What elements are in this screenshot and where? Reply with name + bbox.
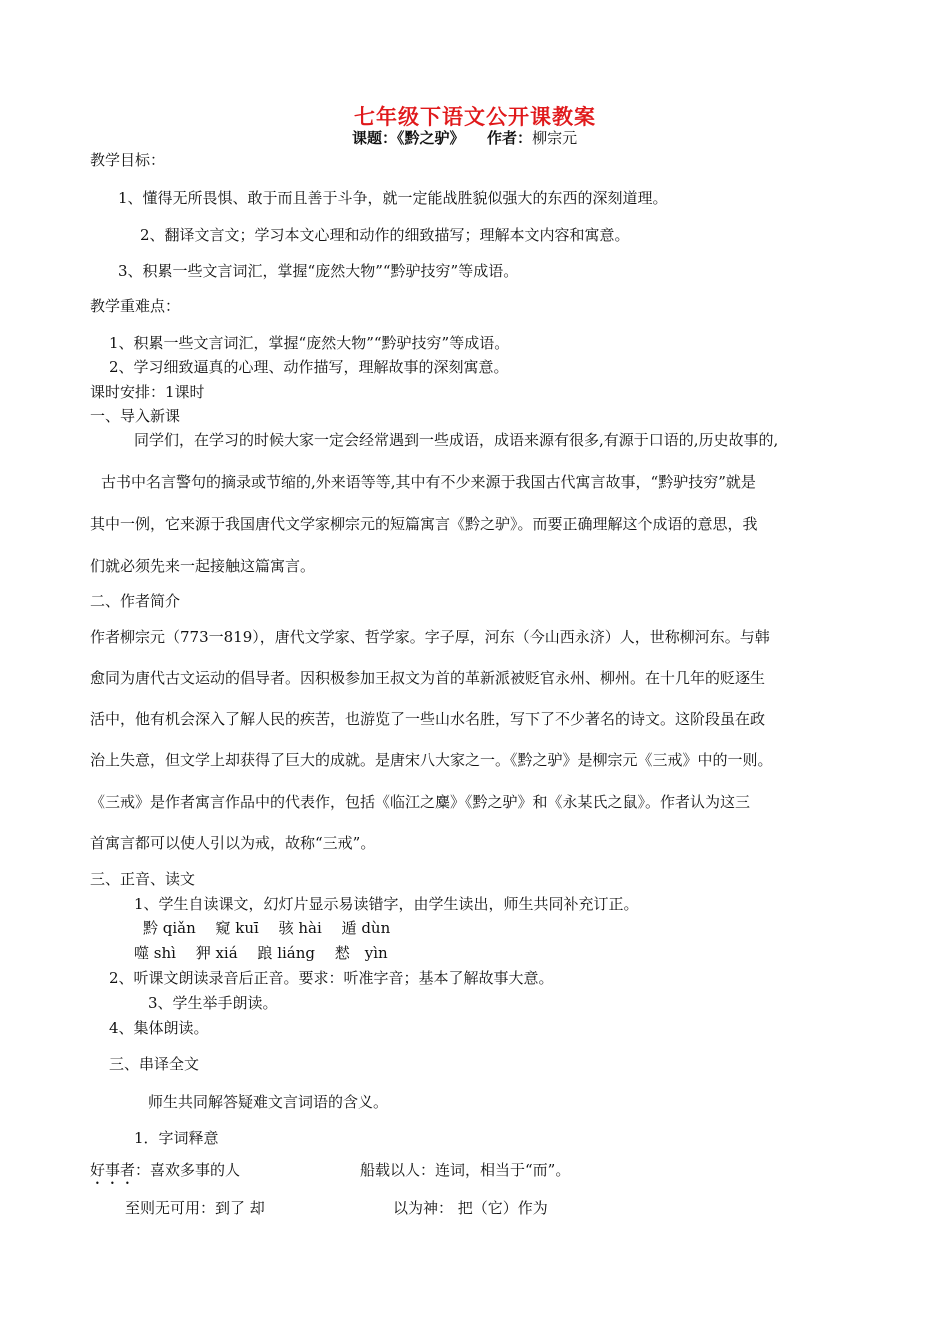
author-intro-line: 作者柳宗元（773一819），唐代文学家、哲学家。字子厚，河东（今山西永济）人，世称柳河东。与韩 [90,628,770,646]
intro-line: 同学们，在学习的时候大家一定会经常遇到一些成语，成语来源有很多,有源于口语的,历史故事的, [134,431,779,449]
schedule-text: 课时安排：1课时 [90,383,205,401]
objective-item: 2、翻译文言文；学习本文心理和动作的细致描写；理解本文内容和寓意。 [140,226,630,244]
pinyin-row: 噬 shì 狎 xiá 踉 liáng 慭 yìn [134,944,388,962]
author-intro-line: 《三戒》是作者寓言作品中的代表作，包括《临江之麋》《黔之驴》和《永某氏之鼠》。作者认为这三 [90,793,751,811]
intro-line: 们就必须先来一起接触这篇寓言。 [90,557,316,575]
author-intro-line: 愈同为唐代古文运动的倡导者。因积极参加王叔文为首的革新派被贬官永州、柳州。在十几年的贬逐生 [90,669,766,687]
pinyin-row: 黔 qiǎn 窥 kuī 骇 hài 遁 dùn [143,919,391,937]
author-intro-line: 首寓言都可以使人引以为戒，故称“三戒”。 [90,834,376,852]
author-intro-heading: 二、作者简介 [90,592,181,610]
reading-step: 4、集体朗读。 [109,1019,209,1037]
vocab-term: 至则无可用 [125,1199,201,1217]
lesson-subtitle [352,127,577,148]
reading-step: 3、学生举手朗读。 [148,994,278,1012]
objective-item: 3、积累一些文言词汇，掌握“庞然大物”“黔驴技穷”等成语。 [118,262,519,280]
document-title: 七年级下语文公开课教案 [354,105,596,129]
translation-desc: 师生共同解答疑难文言词语的含义。 [148,1093,389,1111]
vocab-entry [125,1198,265,1218]
key-point-item: 1、积累一些文言词汇，掌握“庞然大物”“黔驴技穷”等成语。 [109,334,510,352]
objective-item: 1、懂得无所畏惧、敢于而且善于斗争，就一定能战胜貌似强大的东西的深刻道理。 [118,189,668,207]
author-label: 作者： [487,129,533,147]
intro-heading: 一、导入新课 [90,407,181,425]
vocab-term: 船载以人 [360,1161,421,1179]
key-points-heading: 教学重难点： [90,297,181,315]
author-name: 柳宗元 [532,129,578,147]
intro-line: 其中一例，它来源于我国唐代文学家柳宗元的短篇寓言《黔之驴》。而要正确理解这个成语的意思，我 [90,515,758,533]
vocab-entry [393,1198,548,1218]
vocab-term: 好事者 [90,1161,136,1179]
vocab-definition: ：连词，相当于“而”。 [420,1161,571,1179]
vocab-definition: ： 把（它）作为 [438,1199,548,1217]
vocab-entry [90,1160,240,1188]
reading-step: 2、听课文朗读录音后正音。要求：听准字音；基本了解故事大意。 [109,969,554,987]
reading-heading: 三、正音、读文 [90,870,196,888]
vocab-subheading: 1．字词释意 [134,1129,219,1147]
translation-heading: 三、串译全文 [109,1055,200,1073]
vocab-term: 以为神 [393,1199,439,1217]
vocab-entry [360,1160,570,1180]
key-point-item: 2、学习细致逼真的心理、动作描写，理解故事的深刻寓意。 [109,358,509,376]
topic-label: 课题： [352,129,398,147]
objectives-heading: 教学目标： [90,151,166,169]
vocab-definition: ：到了 却 [200,1199,265,1217]
vocab-definition: ：喜欢多事的人 [135,1161,241,1179]
author-intro-line: 治上失意，但文学上却获得了巨大的成就。是唐宋八大家之一。《黔之驴》是柳宗元《三戒》中的一则。 [90,751,773,769]
topic-name: 《黔之驴》 [397,129,458,147]
intro-line: 古书中名言警句的摘录或节缩的,外来语等等,其中有不少来源于我国古代寓言故事，“黔驴技穷”就是 [101,473,756,491]
reading-step: 1、学生自读课文，幻灯片显示易读错字，由学生读出，师生共同补充订正。 [134,895,639,913]
author-intro-line: 活中，他有机会深入了解人民的疾苦，也游览了一些山水名胜，写下了不少著名的诗文。这阶段虽在政 [90,710,766,728]
